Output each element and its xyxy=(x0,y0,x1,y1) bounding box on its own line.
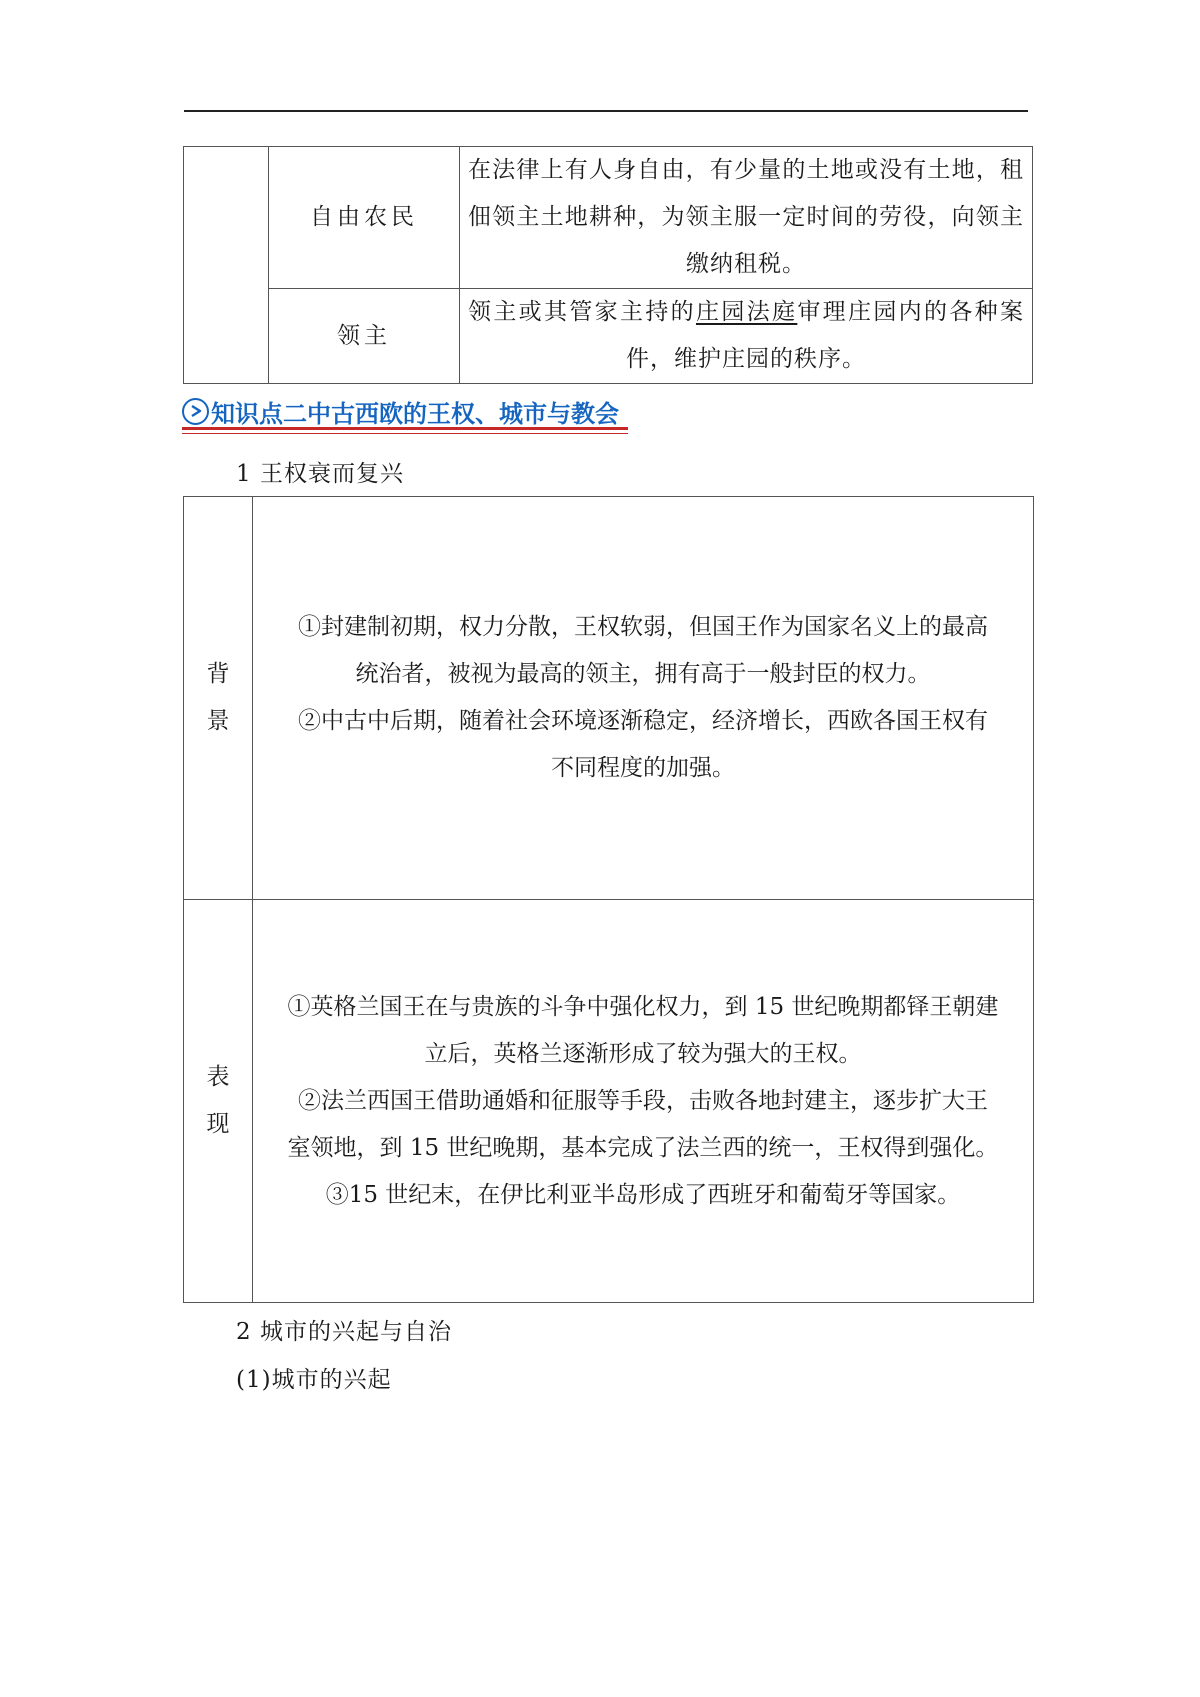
section2-title: 2 城市的兴起与自治 xyxy=(236,1319,452,1345)
heading-underline-thin xyxy=(182,433,628,434)
content-line: 室领地，到 15 世纪晚期，基本完成了法兰西的统一，王权得到强化。 xyxy=(287,1134,999,1161)
content-line: ②中古中后期，随着社会环境逐渐稳定，经济增长，西欧各国王权有 xyxy=(298,708,988,734)
content-line: ①封建制初期，权力分散，王权软弱，但国王作为国家名义上的最高 xyxy=(298,614,988,640)
circled-arrow-icon xyxy=(182,398,209,425)
content-line: ②法兰西国王借助通婚和征服等手段，击败各地封建主，逐步扩大王 xyxy=(298,1087,988,1114)
section1-title: 1 王权衰而复兴 xyxy=(236,461,404,487)
peasant-lord-table xyxy=(183,146,1033,384)
row-label: 背景 xyxy=(206,661,230,734)
content-line: 立后，英格兰逐渐形成了较为强大的王权。 xyxy=(424,1040,862,1067)
table-row xyxy=(184,147,1033,289)
table-row xyxy=(184,289,1033,384)
row-label: 表现 xyxy=(206,1064,230,1137)
table-row xyxy=(184,900,1034,1303)
row-content-cell xyxy=(253,900,1034,1303)
row-label-cell xyxy=(184,497,253,900)
heading-text: 知识点二中古西欧的王权、城市与教会 xyxy=(211,399,619,428)
header-rule xyxy=(184,110,1028,112)
content-line: 统治者，被视为最高的领主，拥有高于一般封臣的权力。 xyxy=(355,661,931,687)
section-heading xyxy=(182,393,619,429)
content-line: ③15 世纪末，在伊比利亚半岛形成了西班牙和葡萄牙等国家。 xyxy=(325,1181,961,1208)
row-content-cell xyxy=(253,497,1034,900)
row-label-cell xyxy=(184,900,253,1303)
table-row xyxy=(184,497,1034,900)
role-desc-cell: 在法律上有人身自由，有少量的土地或没有土地，租佃领主土地耕种，为领主服一定时间的劳役，向领主缴纳租税。 xyxy=(460,147,1033,289)
desc-before: 领主或其管家主持的 xyxy=(468,299,696,325)
role-desc-cell xyxy=(460,289,1033,384)
section2-subtitle: (1)城市的兴起 xyxy=(236,1367,392,1393)
kingship-table xyxy=(183,496,1034,1303)
role-name-cell: 领主 xyxy=(269,289,460,384)
category-cell xyxy=(184,147,269,384)
content-line: 不同程度的加强。 xyxy=(551,755,735,781)
desc-after: 审理庄园内的各种案件，维护庄园的秩序。 xyxy=(626,299,1025,372)
content-line: ①英格兰国王在与贵族的斗争中强化权力，到 15 世纪晚期都铎王朝建 xyxy=(287,993,999,1020)
role-name-cell: 自由农民 xyxy=(269,147,460,289)
underlined-term: 庄园法庭 xyxy=(696,299,798,325)
heading-underline xyxy=(182,427,628,430)
